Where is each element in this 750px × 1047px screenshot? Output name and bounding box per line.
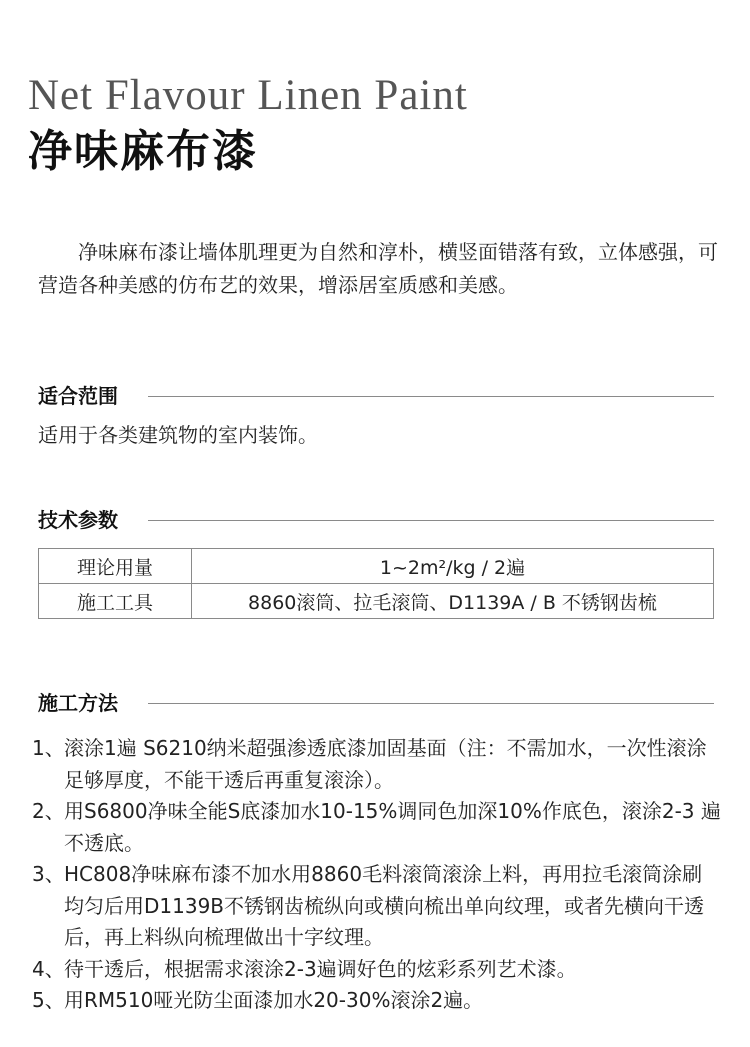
section-divider	[148, 703, 714, 704]
intro-paragraph	[38, 236, 718, 302]
section-scope-header	[38, 381, 714, 411]
section-divider	[148, 396, 714, 397]
intro-text: 净味麻布漆让墙体肌理更为自然和淳朴，横竖面错落有致，立体感强，可营造各种美感的仿布艺的效果，增添居室质感和美感。	[38, 240, 718, 297]
spec-value: 1~2m²/kg / 2遍	[192, 549, 714, 584]
step-item	[32, 733, 722, 796]
step-text: 用S6800净味全能S底漆加水10-15%调同色加深10%作底色，滚涂2-3 遍不透底。	[64, 799, 721, 855]
spec-value: 8860滚筒、拉毛滚筒、D1139A / B 不锈钢齿梳	[192, 584, 714, 619]
step-number: 3、	[32, 862, 65, 886]
spec-row	[39, 549, 714, 584]
section-method-header	[38, 688, 714, 718]
title-chinese: 净味麻布漆	[28, 126, 258, 177]
step-item	[32, 796, 722, 859]
step-number: 1、	[32, 736, 65, 760]
spec-label: 施工工具	[39, 584, 192, 619]
section-divider	[148, 520, 714, 521]
step-item	[32, 985, 722, 1017]
step-item	[32, 954, 722, 986]
scope-heading: 适合范围	[38, 384, 118, 408]
specs-heading: 技术参数	[38, 508, 118, 532]
step-text: 待干透后，根据需求滚涂2-3遍调好色的炫彩系列艺术漆。	[64, 956, 577, 981]
section-specs-header	[38, 505, 714, 535]
spec-label: 理论用量	[39, 549, 192, 584]
step-text: 用RM510哑光防尘面漆加水20-30%滚涂2遍。	[64, 988, 484, 1012]
spec-table	[38, 548, 714, 619]
method-heading: 施工方法	[38, 691, 118, 715]
spec-row	[39, 584, 714, 619]
method-steps	[32, 733, 722, 1017]
scope-text: 适用于各类建筑物的室内装饰。	[38, 423, 318, 447]
step-number: 4、	[32, 956, 65, 981]
step-number: 2、	[32, 799, 65, 823]
step-number: 5、	[32, 988, 65, 1012]
step-text: 滚涂1遍 S6210纳米超强渗透底漆加固基面（注：不需加水，一次性滚涂足够厚度，不能干透后再重复滚涂）。	[64, 736, 707, 792]
title-english: Net Flavour Linen Paint	[28, 72, 468, 119]
step-text: HC808净味麻布漆不加水用8860毛料滚筒滚涂上料，再用拉毛滚筒涂刷均匀后用D1139B不锈钢齿梳纵向或横向梳出单向纹理，或者先横向干透后，再上料纵向梳理做出十字纹理。	[64, 862, 705, 949]
step-item	[32, 859, 722, 954]
